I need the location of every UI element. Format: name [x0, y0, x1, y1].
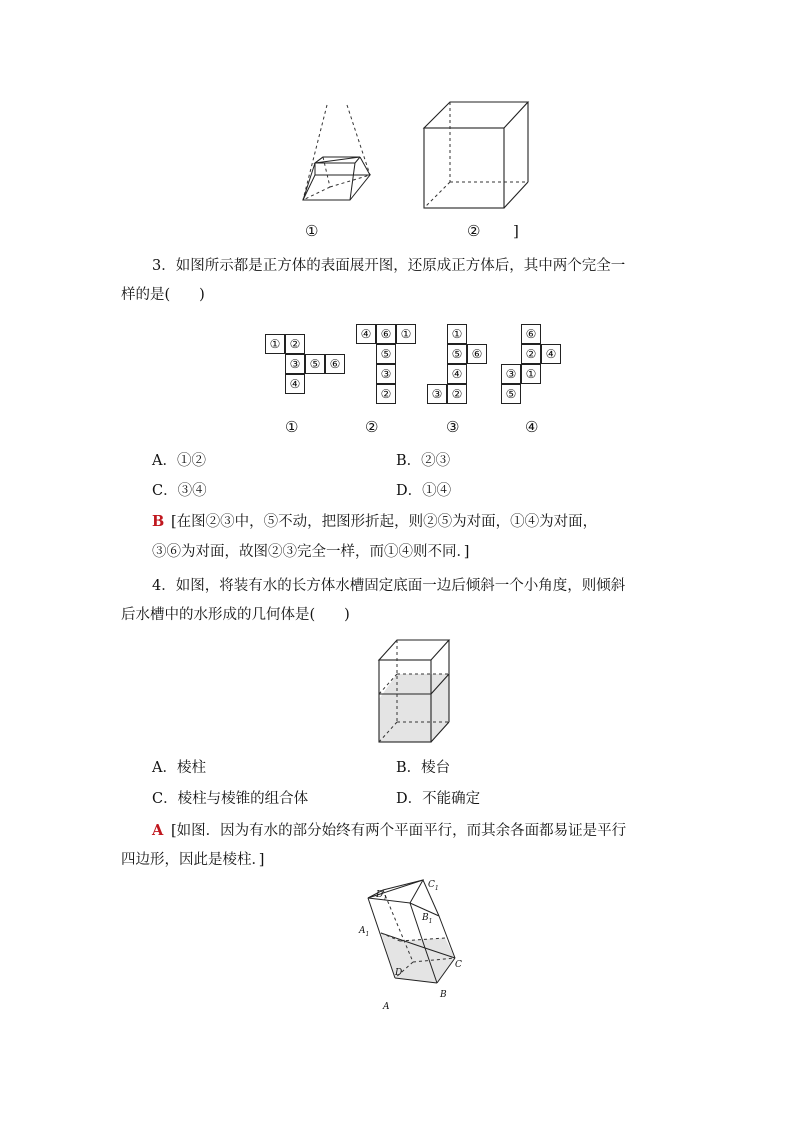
q3-explain-line2: ③⑥为对面，故图②③完全一样，而①④则不同．] — [152, 544, 470, 560]
q3-option-d: D．①④ — [396, 483, 452, 499]
q3-option-a: A．①② — [152, 453, 206, 469]
net-cell: ⑤ — [447, 344, 467, 364]
q3-option-b: B．②③ — [396, 453, 451, 469]
net-label-3: ③ — [446, 418, 460, 436]
vertex-label-c1: $C_1$ — [428, 880, 439, 892]
net-cell: ③ — [501, 364, 521, 384]
vertex-label-d: D — [395, 968, 403, 978]
q3-explain-line1: [在图②③中，⑤不动，把图形折起，则②⑤为对面，①④为对面， — [171, 514, 598, 530]
q4-explain-line1: [如图．因为有水的部分始终有两个平面平行，而其余各面都易证是平行 — [171, 823, 627, 839]
vertex-label-a: A — [383, 1002, 390, 1012]
net-label-1: ① — [285, 418, 299, 436]
q4-stem-line1: 4．如图，将装有水的长方体水槽固定底面一边后倾斜一个小角度，则倾斜 — [152, 578, 626, 594]
net-cell: ② — [521, 344, 541, 364]
vertex-label-a1: $A_1$ — [359, 926, 370, 938]
vertex-label-b1: $B_1$ — [422, 913, 433, 925]
net-cell: ④ — [285, 374, 305, 394]
q3-stem-line2: 样的是( ) — [121, 287, 205, 303]
net-cell: ③ — [376, 364, 396, 384]
net-cell: ① — [521, 364, 541, 384]
net-cell: ⑤ — [305, 354, 325, 374]
closing-bracket: ] — [513, 222, 519, 240]
figure-label-1: ① — [305, 222, 319, 240]
q4-option-a: A．棱柱 — [152, 760, 206, 776]
net-cell: ⑤ — [376, 344, 396, 364]
q4-stem-line2: 后水槽中的水形成的几何体是( ) — [121, 607, 350, 623]
q3-answer: B — [152, 513, 165, 530]
net-cell: ② — [447, 384, 467, 404]
q4-option-d: D．不能确定 — [396, 791, 481, 807]
q4-explain-line2: 四边形，因此是棱柱．] — [121, 852, 265, 868]
net-cell: ⑤ — [501, 384, 521, 404]
net-cell: ③ — [427, 384, 447, 404]
net-cell: ② — [376, 384, 396, 404]
net-cell: ④ — [447, 364, 467, 384]
net-cell: ④ — [356, 324, 376, 344]
net-cell: ⑥ — [325, 354, 345, 374]
net-cell: ⑥ — [467, 344, 487, 364]
net-cell: ⑥ — [376, 324, 396, 344]
vertex-label-d1: $D_1$ — [376, 890, 388, 902]
cube-figure — [420, 100, 532, 212]
frustum-figure — [295, 105, 385, 210]
net-cell: ③ — [285, 354, 305, 374]
q4-answer: A — [152, 822, 164, 839]
net-cell: ② — [285, 334, 305, 354]
net-cell: ① — [265, 334, 285, 354]
q4-option-c: C．棱柱与棱锥的组合体 — [152, 791, 309, 807]
water-tank-figure — [375, 636, 455, 746]
q3-option-c: C．③④ — [152, 483, 207, 499]
tilted-prism-figure — [355, 878, 475, 1018]
q3-stem-line1: 3．如图所示都是正方体的表面展开图，还原成正方体后，其中两个完全一 — [152, 258, 626, 274]
net-cell: ⑥ — [521, 324, 541, 344]
net-cell: ④ — [541, 344, 561, 364]
vertex-label-c: C — [455, 960, 462, 970]
net-label-4: ④ — [525, 418, 539, 436]
net-cell: ① — [447, 324, 467, 344]
vertex-label-b: B — [440, 990, 447, 1000]
net-label-2: ② — [365, 418, 379, 436]
figure-label-2: ② — [467, 222, 481, 240]
net-cell: ① — [396, 324, 416, 344]
q4-option-b: B．棱台 — [396, 760, 451, 776]
